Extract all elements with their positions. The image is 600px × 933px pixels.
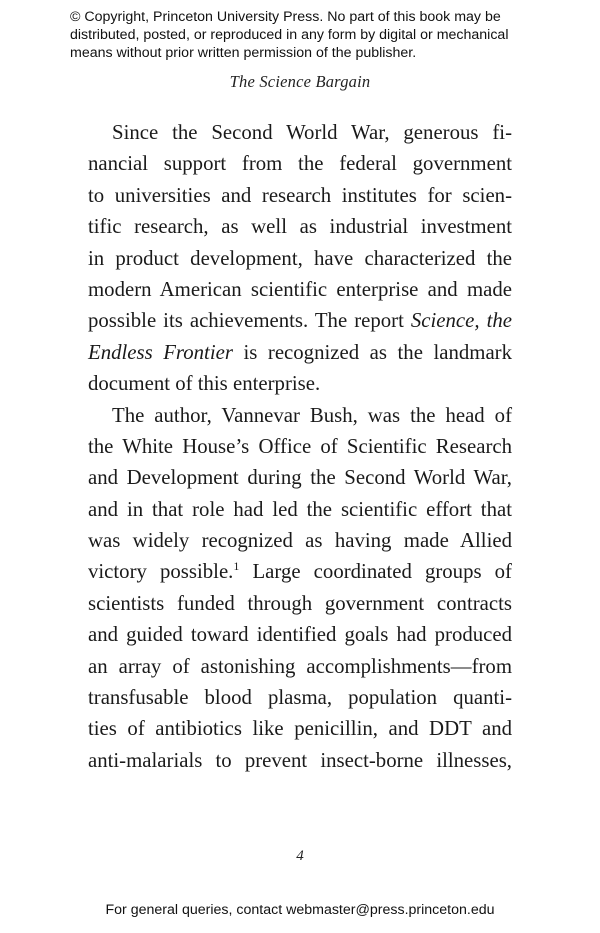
- text-line: in product development, have characterized the: [88, 246, 512, 270]
- running-head: The Science Bargain: [229, 72, 371, 91]
- text-line: [88, 337, 512, 368]
- text-line: Since the Second World War, generous fi-: [112, 121, 512, 144]
- text-run: victory possible.: [88, 560, 234, 584]
- footnote-reference[interactable]: 1: [233, 559, 240, 574]
- text-line: and guided toward identified goals had produced: [88, 623, 512, 647]
- copyright-line: © Copyright, Princeton University Press. No part of this book may be: [70, 9, 501, 25]
- text-line: [88, 305, 512, 336]
- text-line: and in that role had led the scientific effort that: [88, 497, 512, 521]
- text-run: is recognized as the landmark: [243, 340, 512, 364]
- italic-title: Science, the: [410, 309, 512, 333]
- text-line: modern American scientific enterprise and made: [88, 277, 512, 301]
- copyright-line: means without prior written permission of the publisher.: [70, 45, 417, 61]
- text-line: scientists funded through government contracts: [88, 591, 512, 615]
- text-line: [88, 556, 512, 587]
- text-run: Large coordinated groups of: [239, 560, 512, 584]
- text-line: transfusable blood plasma, population quanti-: [88, 686, 512, 710]
- italic-title: Endless Frontier: [88, 340, 233, 364]
- page-number: 4: [296, 848, 304, 864]
- text-line: The author, Vannevar Bush, was the head of: [112, 403, 512, 427]
- copyright-notice: [70, 8, 540, 62]
- text-run: possible its achievements. The report: [88, 309, 411, 333]
- footer-contact: For general queries, contact webmaster@press.princeton.edu: [105, 902, 495, 918]
- text-line: anti-malarials to prevent insect-borne illnesses,: [88, 748, 512, 772]
- text-line: was widely recognized as having made Allied: [88, 529, 512, 553]
- text-line: and Development during the Second World War,: [88, 466, 512, 490]
- text-line: the White House’s Office of Scientific Research: [88, 434, 512, 458]
- text-line: ties of antibiotics like penicillin, and DDT and: [88, 717, 512, 741]
- text-line: document of this enterprise.: [88, 372, 321, 396]
- body-text: [88, 117, 512, 776]
- text-line: an array of astonishing accomplishments—from: [88, 654, 512, 678]
- text-line: tific research, as well as industrial investment: [88, 215, 512, 239]
- text-line: to universities and research institutes for scien-: [88, 183, 512, 207]
- copyright-line: distributed, posted, or reproduced in any form by digital or mechanical: [70, 27, 509, 43]
- text-line: nancial support from the federal government: [88, 152, 512, 176]
